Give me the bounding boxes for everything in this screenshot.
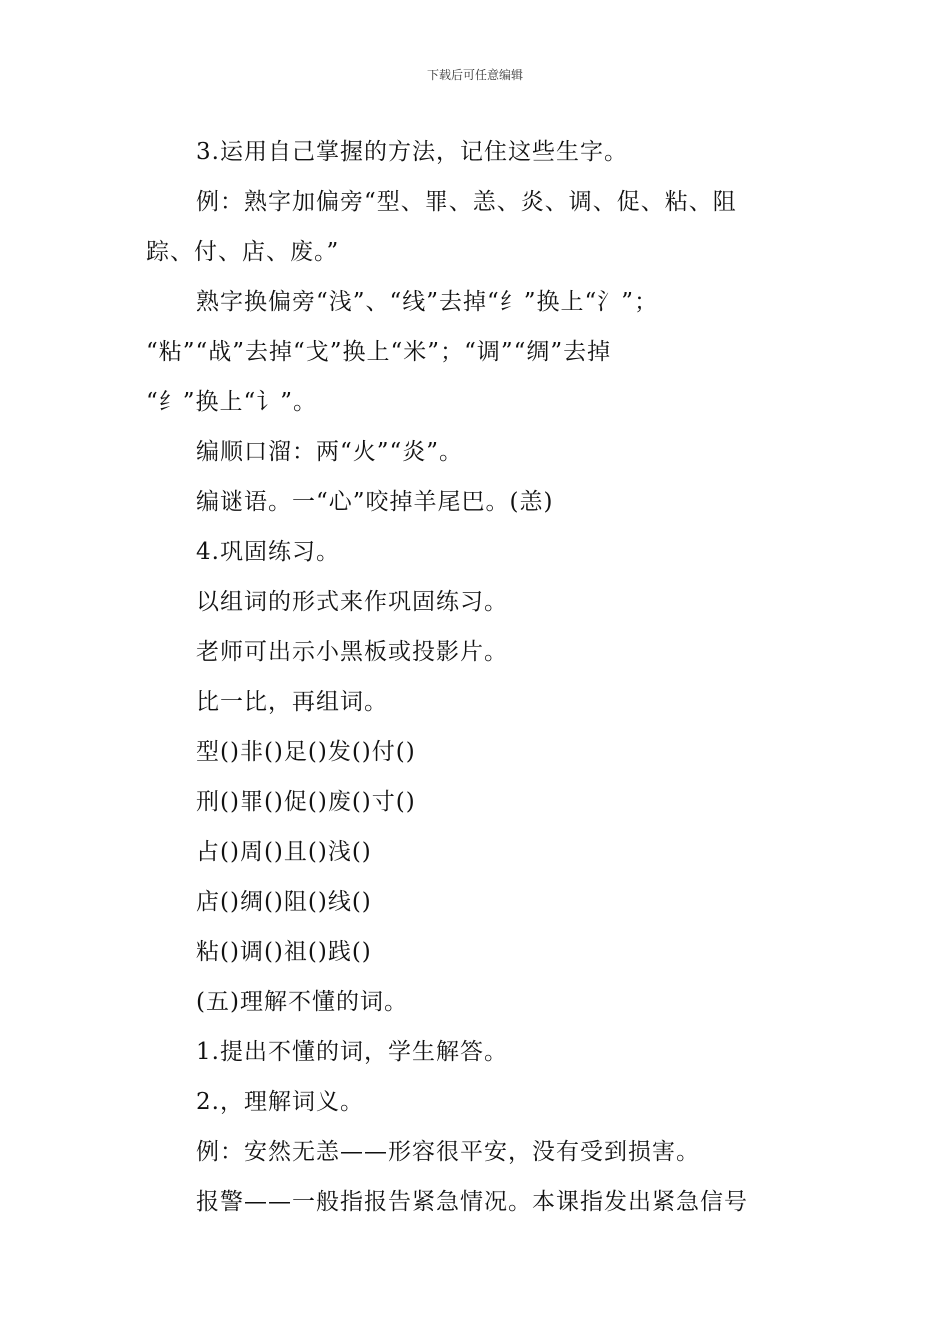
paragraph-line: 编谜语。一“心”咬掉羊尾巴。(恙) (196, 489, 554, 515)
paragraph-line: “纟”换上“讠”。 (146, 389, 318, 415)
section-heading: (五)理解不懂的词。 (196, 989, 408, 1015)
exercise-row: 粘()调()祖()践() (196, 939, 372, 965)
paragraph-line: 以组词的形式来作巩固练习。 (196, 589, 508, 615)
paragraph-line: 比一比，再组词。 (196, 689, 388, 715)
paragraph-line: 3.运用自己掌握的方法，记住这些生字。 (196, 139, 628, 165)
paragraph-line: 例：安然无恙——形容很平安，没有受到损害。 (196, 1139, 700, 1165)
paragraph-line: 1.提出不懂的词，学生解答。 (196, 1039, 508, 1065)
paragraph-line: 2.，理解词义。 (196, 1089, 364, 1115)
paragraph-line: 编顺口溜：两“火”“炎”。 (196, 439, 464, 465)
paragraph-line: 老师可出示小黑板或投影片。 (196, 639, 508, 665)
paragraph-line: 踪、付、店、废。” (146, 239, 340, 265)
exercise-row: 占()周()且()浅() (196, 839, 372, 865)
page-header-note: 下载后可任意编辑 (426, 68, 523, 82)
document-body (146, 127, 808, 1227)
paragraph-line: 报警——一般指报告紧急情况。本课指发出紧急信号 (196, 1189, 748, 1215)
exercise-row: 型()非()足()发()付() (196, 739, 416, 765)
paragraph-line: 例：熟字加偏旁“型、罪、恙、炎、调、促、粘、阻 (196, 189, 737, 215)
paragraph-line: “粘”“战”去掉“戈”换上“米”；“调”“绸”去掉 (146, 339, 612, 365)
exercise-row: 店()绸()阻()线() (196, 889, 372, 915)
section-heading: 4.巩固练习。 (196, 539, 340, 565)
paragraph-line: 熟字换偏旁“浅”、“线”去掉“纟”换上“氵”； (196, 289, 659, 315)
exercise-row: 刑()罪()促()废()寸() (196, 789, 416, 815)
